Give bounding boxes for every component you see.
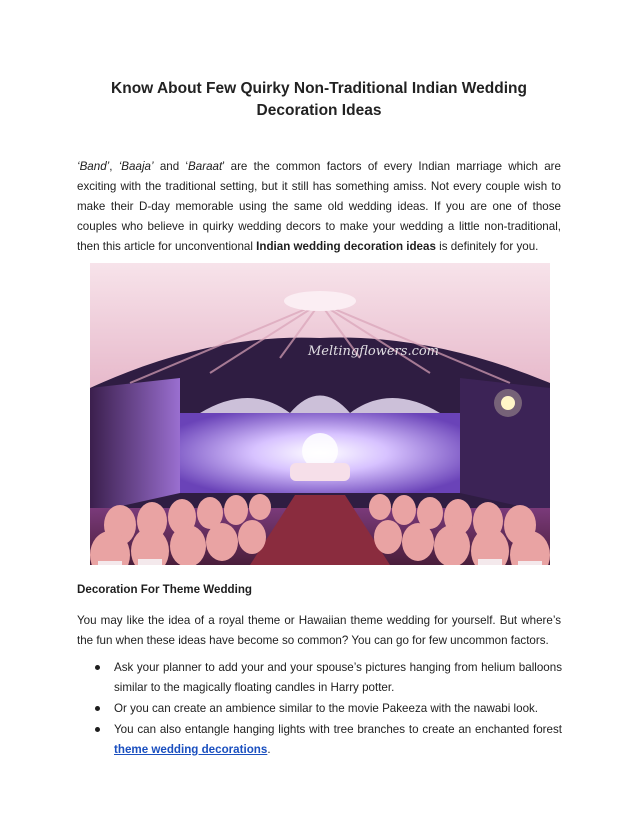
bullet-icon [95,727,100,732]
bullet-text: You can also entangle hanging lights with tree branches to create an enchanted forest [114,723,562,736]
intro-text: is definitely for you. [435,240,539,253]
intro-paragraph [77,157,561,257]
intro-quote-baraat: Baraat [188,160,223,173]
intro-text: , [109,160,119,173]
intro-quote-band: ‘Band’ [77,160,110,173]
intro-bold-phrase: Indian wedding decoration ideas [256,240,436,253]
bullet-icon [95,706,100,711]
list-item [92,699,562,719]
bullet-icon [95,665,100,670]
list-item [92,720,562,760]
theme-wedding-decorations-link[interactable]: theme wedding decorations [114,743,268,756]
wedding-venue-photo [90,263,550,565]
bullet-list [92,658,562,761]
document-title: Know About Few Quirky Non-Traditional Indian Wedding Decoration Ideas [111,80,527,119]
section-paragraph: You may like the idea of a royal theme or Hawaiian theme wedding for yourself. But where’s the fun when these ideas have become so common? You can go for few uncommon factors. [77,614,561,647]
section-heading: Decoration For Theme Wedding [77,583,252,596]
intro-text: ’ are the common factors of every Indian marriage which are exciting with the traditional setting, but it still has something amiss. Not every couple wish to make their D-day memorable using the same old wedding ideas. If you are one of those couples who believe in quirky wedding decors to make your wedding a little non-traditional, then this article for unconventional [77,160,561,253]
photo-watermark: Meltingflowers.com [308,344,440,359]
list-item [92,658,562,698]
bullet-text: Ask your planner to add your and your spouse’s pictures hanging from helium balloons similar to the magically floating candles in Harry potter. [114,661,562,694]
bullet-text: Or you can create an ambience similar to the movie Pakeeza with the nawabi look. [114,702,539,715]
intro-text: and ‘ [153,160,189,173]
intro-quote-baaja: ‘Baaja’ [118,160,154,173]
bullet-text: . [267,743,271,756]
venue-illustration [90,263,550,565]
